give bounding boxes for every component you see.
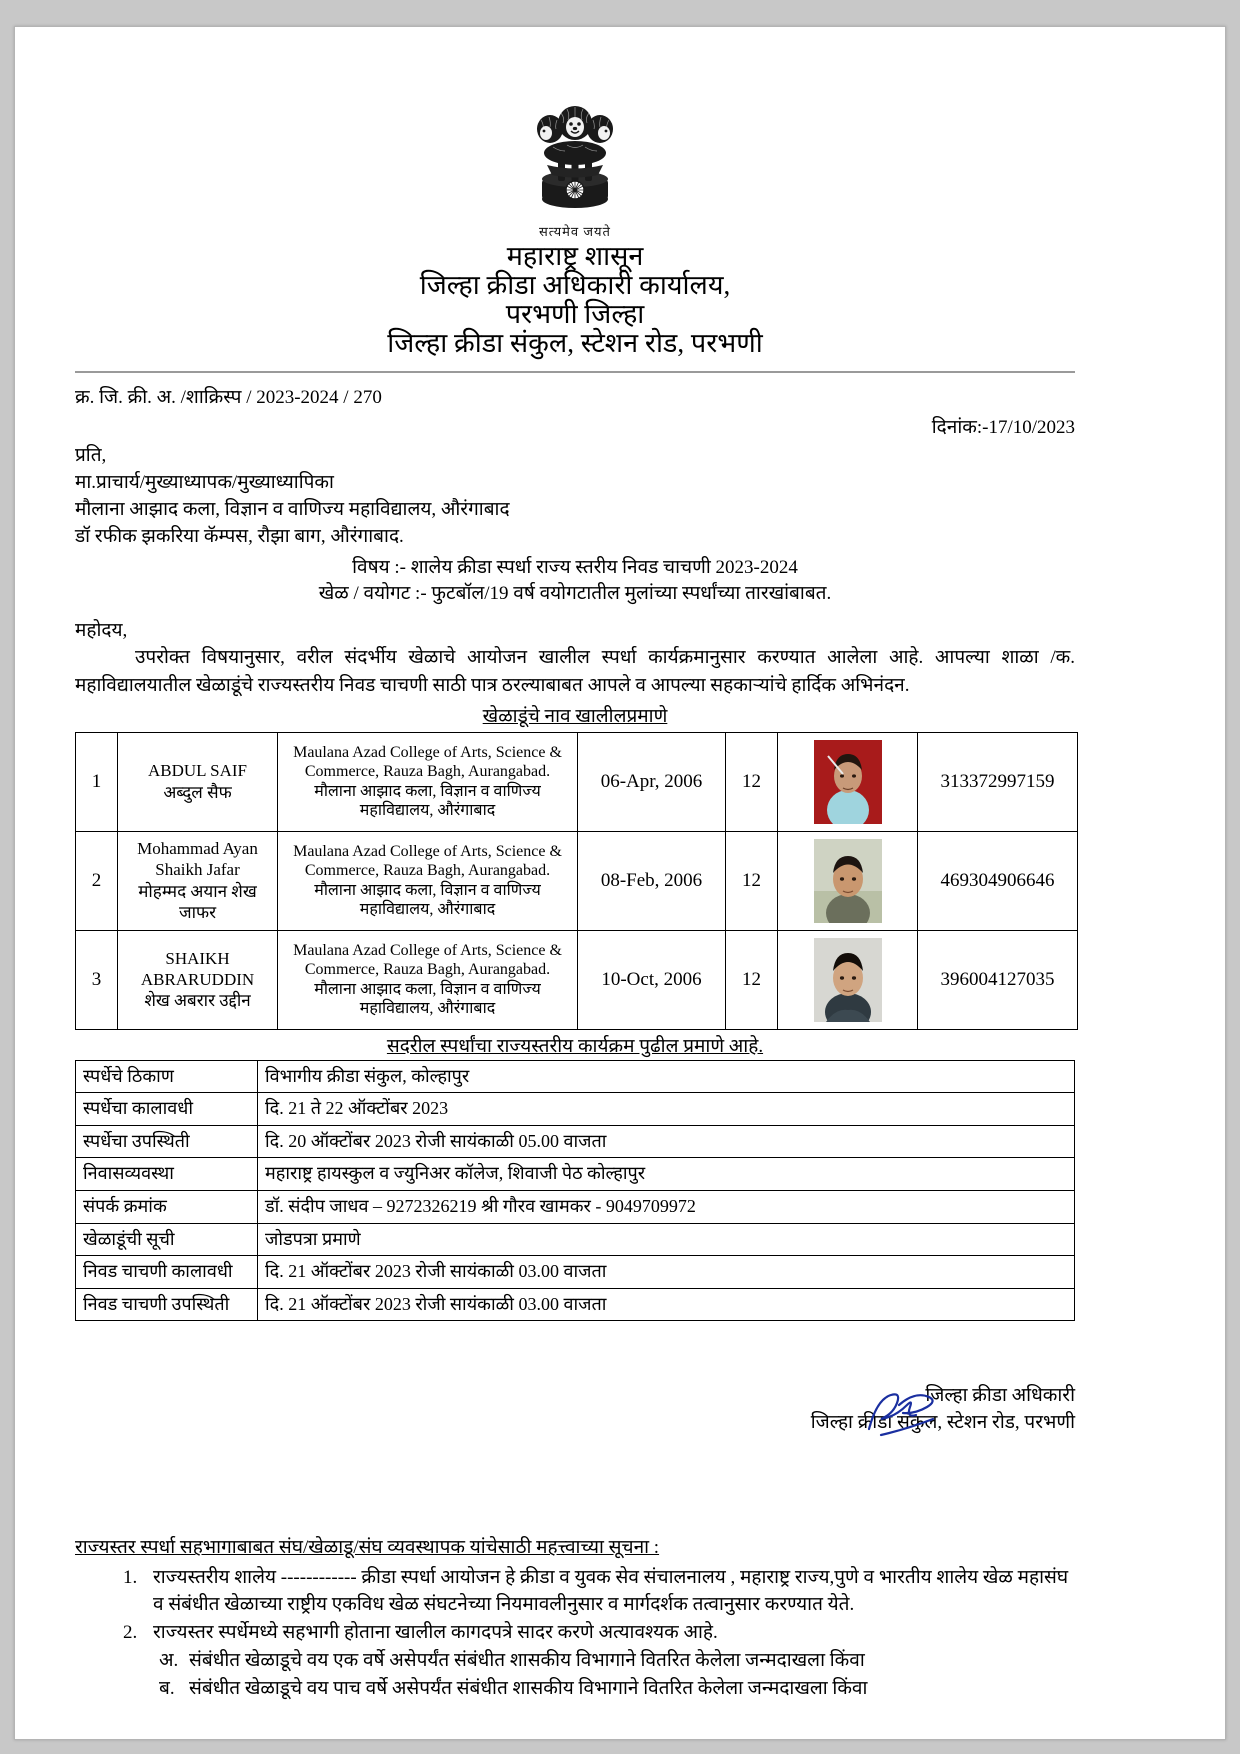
sub-note-text: संबंधीत खेळाडूचे वय एक वर्षे असेपर्यंत संबंधीत शासकीय विभागाने वितरित केलेला जन्मदाखला किंवा xyxy=(189,1650,865,1672)
schedule-key: स्पर्धेचे ठिकाण xyxy=(76,1060,258,1093)
player-photo xyxy=(814,740,882,824)
player-dob: 10-Oct, 2006 xyxy=(578,930,726,1029)
list-item xyxy=(159,1676,1075,1703)
handwritten-signature-icon xyxy=(855,1383,965,1443)
letter-content xyxy=(75,87,1075,1704)
note-number: 2. xyxy=(123,1622,138,1644)
player-name xyxy=(118,732,278,831)
player-name xyxy=(118,831,278,930)
schedule-table-body xyxy=(76,1060,1075,1321)
player-photo xyxy=(814,839,882,923)
player-college xyxy=(278,831,578,930)
list-item xyxy=(123,1620,1075,1703)
emblem-motto: सत्यमेव जयते xyxy=(539,224,611,239)
schedule-key: निवासव्यवस्था xyxy=(76,1158,258,1191)
list-item xyxy=(123,1565,1075,1619)
national-emblem-icon xyxy=(527,87,623,224)
player-id-number: 396004127035 xyxy=(918,930,1078,1029)
schedule-value: जोडपत्रा प्रमाणे xyxy=(258,1223,1075,1256)
player-name-mr: शेख अबरार उद्दीन xyxy=(144,991,251,1011)
player-name xyxy=(118,930,278,1029)
player-dob: 06-Apr, 2006 xyxy=(578,732,726,831)
players-table-body xyxy=(76,732,1078,1029)
letterhead-line-2: जिल्हा क्रीडा अधिकारी कार्यालय, xyxy=(419,270,731,301)
schedule-value: विभागीय क्रीडा संकुल, कोल्हापुर xyxy=(258,1060,1075,1093)
letterhead xyxy=(75,242,1075,359)
player-name-en: ABDUL SAIF xyxy=(147,761,248,781)
schedule-value: दि. 20 ऑक्टोंबर 2023 रोजी सायंकाळी 05.00 वाजता xyxy=(258,1125,1075,1158)
player-age: 12 xyxy=(726,831,778,930)
player-college-en: Maulana Azad College of Arts, Science & Commerce, Rauza Bagh, Aurangabad. xyxy=(293,842,562,880)
note-text: राज्यस्तर स्पर्धेमध्ये सहभागी होताना खालील कागदपत्रे सादर करणे अत्यावश्यक आहे. xyxy=(153,1622,718,1644)
letterhead-line-1: महाराष्ट्र शासून xyxy=(506,241,644,271)
recipient-block xyxy=(75,443,1075,551)
recipient-line-2: मौलाना आझाद कला, विज्ञान व वाणिज्य महाविद्यालय, औरंगाबाद xyxy=(75,498,510,520)
player-name-mr: मोहम्मद अयान शेख जाफर xyxy=(138,881,257,922)
table-row xyxy=(76,1190,1075,1223)
player-college-en: Maulana Azad College of Arts, Science & Commerce, Rauza Bagh, Aurangabad. xyxy=(293,941,562,979)
recipient-line-3: डॉ रफीक झकरिया कॅम्पस, रौझा बाग, औरंगाबाद. xyxy=(75,525,404,547)
player-photo xyxy=(814,938,882,1022)
notes-title: राज्यस्तर स्पर्धा सहभागाबाबत संघ/खेळाडू/संघ व्यवस्थापक यांचेसाठी महत्त्वाच्या सूचना : xyxy=(75,1537,660,1559)
schedule-key: खेळाडूंची सूची xyxy=(76,1223,258,1256)
salutation: महोदय, xyxy=(75,620,128,642)
table-row xyxy=(76,1060,1075,1093)
sub-notes-list xyxy=(153,1648,1075,1703)
table-row xyxy=(76,1288,1075,1321)
player-photo-cell xyxy=(778,831,918,930)
signatory-designation: जिल्हा क्रीडा अधिकारी xyxy=(925,1385,1075,1407)
schedule-key: निवड चाचणी उपस्थिती xyxy=(76,1288,258,1321)
letterhead-line-3: परभणी जिल्हा xyxy=(505,299,645,330)
player-dob: 08-Feb, 2006 xyxy=(578,831,726,930)
letter-sheet xyxy=(14,26,1226,1740)
recipient-to: प्रति, xyxy=(75,444,107,466)
schedule-value: दि. 21 ऑक्टोंबर 2023 रोजी सायंकाळी 03.00 वाजता xyxy=(258,1288,1075,1321)
schedule-key: स्पर्धेचा कालावधी xyxy=(76,1093,258,1126)
player-serial: 3 xyxy=(76,930,118,1029)
schedule-value: दि. 21 ऑक्टोंबर 2023 रोजी सायंकाळी 03.00 वाजता xyxy=(258,1256,1075,1289)
reference-number: क्र. जि. क्री. अ. /शाक्रिस्प / 2023-2024 / 270 xyxy=(75,386,382,408)
notes-list xyxy=(75,1565,1075,1703)
player-name-mr: अब्दुल सैफ xyxy=(163,782,232,802)
player-name-en: SHAIKH ABRARUDDIN xyxy=(140,948,255,989)
schedule-value: महाराष्ट्र हायस्कुल व ज्युनिअर कॉलेज, शिवाजी पेठ कोल्हापुर xyxy=(258,1158,1075,1191)
list-item xyxy=(159,1648,1075,1675)
schedule-value: डॉ. संदीप जाधव – 9272326219 श्री गौरव खामकर - 9049709972 xyxy=(258,1190,1075,1223)
subject-block xyxy=(75,555,1075,609)
table-row xyxy=(76,930,1078,1029)
player-id-number: 469304906646 xyxy=(918,831,1078,930)
player-college-en: Maulana Azad College of Arts, Science & Commerce, Rauza Bagh, Aurangabad. xyxy=(293,743,562,781)
player-college xyxy=(278,732,578,831)
player-serial: 1 xyxy=(76,732,118,831)
player-age: 12 xyxy=(726,732,778,831)
reference-row xyxy=(75,383,1075,441)
schedule-table xyxy=(75,1060,1075,1322)
subject-line: विषय :- शालेय क्रीडा स्पर्धा राज्य स्तरीय निवड चाचणी 2023-2024 xyxy=(352,556,798,578)
note-text: राज्यस्तरीय शालेय ------------ क्रीडा स्पर्धा आयोजन हे क्रीडा व युवक सेव संचालनालय , महाराष्ट्र राज्य,पुणे व भारतीय शालेय खेळ महासंघ व संबंधीत खेळाच्या राष्ट्रीय एकविध खेळ संघटनेच्या नियमावलीनुसार व मार्गदर्शक तत्वानुसार करण्यात येते. xyxy=(153,1567,1069,1616)
player-college-mr: मौलाना आझाद कला, विज्ञान व वाणिज्य महाविद्यालय, औरंगाबाद xyxy=(314,881,541,919)
players-table xyxy=(75,732,1078,1030)
player-photo-cell xyxy=(778,930,918,1029)
header-divider xyxy=(75,371,1075,373)
sub-note-label: अ. xyxy=(159,1650,179,1672)
table-row xyxy=(76,831,1078,930)
letterhead-line-4: जिल्हा क्रीडा संकुल, स्टेशन रोड, परभणी xyxy=(387,328,763,359)
schedule-table-caption: सदरील स्पर्धांचा राज्यस्तरीय कार्यक्रम पुढील प्रमाणे आहे. xyxy=(386,1035,764,1057)
schedule-key: संपर्क क्रमांक xyxy=(76,1190,258,1223)
signatory-office: जिल्हा क्रीडा संकुल, स्टेशन रोड, परभणी xyxy=(810,1411,1075,1433)
player-id-number: 313372997159 xyxy=(918,732,1078,831)
player-age: 12 xyxy=(726,930,778,1029)
table-row xyxy=(76,1256,1075,1289)
player-photo-cell xyxy=(778,732,918,831)
body-paragraph: उपरोक्त विषयानुसार, वरील संदर्भीय खेळाचे आयोजन खालील स्पर्धा कार्यक्रमानुसार करण्यात आलेला आहे. आपल्या शाळा /क. महाविद्यालयातील खेळाडूंचे राज्यस्तरीय निवड चाचणी साठी पात्र ठरल्याबाबत आपले व आपल्या सहकाऱ्यांचे हार्दिक अभिनंदन. xyxy=(75,647,1075,696)
schedule-key: स्पर्धेचा उपस्थिती xyxy=(76,1125,258,1158)
note-number: 1. xyxy=(123,1567,138,1589)
signature-block xyxy=(75,1383,1075,1503)
schedule-key: निवड चाचणी कालावधी xyxy=(76,1256,258,1289)
sub-note-text: संबंधीत खेळाडूचे वय पाच वर्षे असेपर्यंत संबंधीत शासकीय विभागाने वितरित केलेला जन्मदाखला किंवा xyxy=(189,1678,868,1700)
table-row xyxy=(76,1158,1075,1191)
player-college-mr: मौलाना आझाद कला, विज्ञान व वाणिज्य महाविद्यालय, औरंगाबाद xyxy=(314,980,541,1018)
player-college-mr: मौलाना आझाद कला, विज्ञान व वाणिज्य महाविद्यालय, औरंगाबाद xyxy=(314,782,541,820)
player-serial: 2 xyxy=(76,831,118,930)
table-row xyxy=(76,1125,1075,1158)
table-row xyxy=(76,1093,1075,1126)
letter-date: दिनांक:-17/10/2023 xyxy=(931,416,1075,438)
recipient-line-1: मा.प्राचार्य/मुख्याध्यापक/मुख्याध्यापिका xyxy=(75,471,334,493)
sub-note-label: ब. xyxy=(159,1678,175,1700)
player-college xyxy=(278,930,578,1029)
emblem-block xyxy=(75,87,1075,240)
sport-category-line: खेळ / वयोगट :- फुटबॉल/19 वर्ष वयोगटातील मुलांच्या स्पर्धांच्या तारखांबाबत. xyxy=(318,583,832,605)
table-row xyxy=(76,732,1078,831)
player-name-en: Mohammad Ayan Shaikh Jafar xyxy=(137,839,258,880)
players-table-caption: खेळाडूंचे नाव खालीलप्रमाणे xyxy=(482,705,668,727)
table-row xyxy=(76,1223,1075,1256)
schedule-value: दि. 21 ते 22 ऑक्टोंबर 2023 xyxy=(258,1093,1075,1126)
